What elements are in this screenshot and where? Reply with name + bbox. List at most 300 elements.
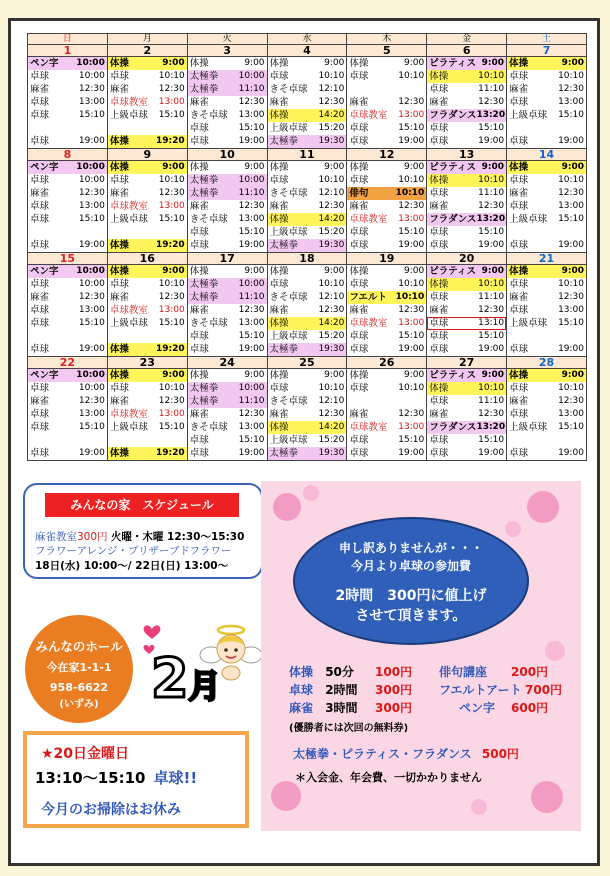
fee-footer: ＊入会金、年会費、一切かかりません (295, 771, 482, 784)
event-name: きそ卓球 (269, 396, 308, 407)
event-entry (188, 174, 267, 187)
event-time: 9:00 (162, 266, 185, 276)
event-entry (28, 343, 107, 356)
event-entry (427, 291, 506, 304)
event-time: 9:00 (162, 58, 185, 68)
event-name: 卓球 (30, 71, 50, 82)
event-time: 19:30 (318, 240, 345, 250)
event-name: 上級卓球 (269, 123, 308, 134)
day-cell (28, 253, 108, 357)
event-entry (188, 96, 267, 109)
day-cell (427, 357, 507, 461)
event-time: 10:10 (398, 383, 425, 393)
day-number: 27 (427, 357, 506, 369)
event-time: 19:20 (156, 344, 185, 354)
event-name: 卓球教室 (349, 214, 388, 225)
event-time: 12:10 (318, 396, 345, 406)
monthly-calendar (27, 33, 587, 461)
event-time: 19:00 (478, 240, 505, 250)
day-cell (28, 149, 108, 253)
event-name: 卓球 (349, 331, 369, 342)
event-time: 9:00 (561, 266, 584, 276)
event-name: 体操 (349, 370, 369, 381)
event-name: ペン字 (30, 266, 59, 277)
event-name: 麻雀 (269, 97, 289, 108)
event-name: ピラティス (429, 370, 476, 381)
event-name: 麻雀 (269, 409, 289, 420)
event-entry (108, 161, 187, 174)
event-entry (188, 343, 267, 356)
day-cell (267, 45, 347, 149)
event-name: 体操 (189, 266, 209, 277)
notice-date: ★20日金曜日 (41, 746, 130, 762)
event-name: 体操 (429, 279, 449, 290)
event-entry (347, 57, 426, 70)
event-entry (268, 291, 347, 304)
event-time: 12:30 (318, 409, 345, 419)
month-label (151, 649, 221, 716)
event-entry (427, 109, 506, 122)
flower-decoration-icon (471, 799, 487, 815)
event-time: 19:30 (318, 136, 345, 146)
day-number: 18 (268, 253, 347, 265)
event-entry (108, 265, 187, 278)
event-entry (268, 161, 347, 174)
event-time: 10:10 (395, 292, 425, 302)
event-time: 12:30 (318, 305, 345, 315)
event-name: 麻雀 (349, 201, 369, 212)
event-name: 上級卓球 (109, 214, 148, 225)
event-entry (507, 135, 586, 148)
event-name: 体操 (109, 58, 129, 69)
event-entry (427, 213, 506, 226)
fee-price: 100円 (375, 665, 413, 679)
day-number: 25 (268, 357, 347, 369)
flower-class-label: フラワーアレンジ・プリザーブドフラワー (35, 545, 232, 557)
event-entry (28, 421, 107, 434)
flyer-sheet (8, 18, 600, 866)
event-time: 12:30 (558, 84, 584, 94)
event-entry (28, 317, 107, 330)
event-time: 9:00 (481, 58, 505, 68)
event-name: きそ卓球 (189, 110, 228, 121)
weekday-header: 月 (107, 34, 187, 45)
notice-message: 今月のお掃除はお休み (41, 802, 181, 818)
fee-row (289, 699, 549, 716)
event-entry (28, 369, 107, 382)
event-time: 13:00 (238, 422, 265, 432)
day-cell (267, 149, 347, 253)
event-time: 9:00 (324, 370, 345, 380)
event-time: 12:30 (158, 292, 185, 302)
event-time: 9:00 (561, 370, 584, 380)
event-name: 卓球 (349, 136, 369, 147)
event-entry (108, 83, 187, 96)
event-time: 12:30 (398, 97, 425, 107)
event-time: 12:30 (478, 201, 505, 211)
day-number: 7 (507, 45, 586, 57)
day-number: 26 (347, 357, 426, 369)
hall-address: 今在家1-1-1 (46, 661, 112, 674)
event-name: 卓球 (349, 227, 369, 238)
event-name: 麻雀 (189, 201, 209, 212)
day-cell (107, 45, 187, 149)
day-cell (187, 253, 267, 357)
event-time: 12:30 (478, 409, 505, 419)
event-name: 卓球教室 (349, 318, 388, 329)
event-time: 12:30 (158, 396, 185, 406)
event-name: 卓球 (429, 435, 449, 446)
event-entry (347, 317, 426, 330)
event-time: 9:00 (162, 370, 185, 380)
event-time: 10:00 (76, 266, 105, 276)
day-cell (28, 45, 108, 149)
event-entry (268, 187, 347, 200)
event-time: 13:00 (78, 201, 105, 211)
event-entry (347, 382, 426, 395)
event-time: 11:10 (478, 188, 505, 198)
event-name: 卓球 (30, 279, 50, 290)
event-entry (28, 174, 107, 187)
event-entry (427, 200, 506, 213)
event-time: 13:10 (478, 318, 505, 328)
event-entry (108, 135, 187, 148)
event-name: 麻雀 (189, 305, 209, 316)
day-number: 16 (108, 253, 187, 265)
event-name: 麻雀 (349, 409, 369, 420)
event-name: 体操 (109, 370, 129, 381)
event-name: 体操 (109, 344, 129, 355)
event-entry (108, 57, 187, 70)
event-name: 卓球教室 (109, 409, 148, 420)
event-entry (108, 395, 187, 408)
event-name: 麻雀 (349, 97, 369, 108)
event-entry (28, 83, 107, 96)
event-time: 19:00 (558, 448, 584, 458)
event-name: 卓球 (429, 318, 449, 329)
event-time: 15:20 (318, 227, 345, 237)
event-entry (188, 187, 267, 200)
event-time: 10:00 (238, 383, 265, 393)
fee-price: 300円 (375, 683, 413, 697)
event-entry (427, 395, 506, 408)
event-entry (507, 161, 586, 174)
fee-activity: 俳句講座 (439, 665, 488, 679)
event-name: 体操 (509, 162, 529, 173)
event-time: 15:10 (78, 318, 105, 328)
event-name: 卓球 (509, 136, 529, 147)
event-name: 麻雀 (109, 84, 129, 95)
event-name: 卓球 (509, 97, 529, 108)
event-entry (108, 408, 187, 421)
event-entry (427, 83, 506, 96)
day-number: 20 (427, 253, 506, 265)
event-entry (108, 200, 187, 213)
event-entry (188, 291, 267, 304)
event-name: 卓球 (30, 409, 50, 420)
event-time: 15:10 (478, 123, 505, 133)
event-time: 10:10 (398, 175, 425, 185)
event-time: 10:10 (318, 279, 345, 289)
event-name: 太極拳 (269, 344, 299, 355)
weekday-header: 金 (427, 34, 507, 45)
event-entry (108, 278, 187, 291)
event-entry (28, 96, 107, 109)
event-time: 10:00 (238, 175, 265, 185)
event-entry (268, 70, 347, 83)
event-entry (268, 408, 347, 421)
event-name: 太極拳 (189, 383, 219, 394)
event-entry (507, 187, 586, 200)
event-entry (507, 200, 586, 213)
event-entry (507, 83, 586, 96)
event-time: 10:10 (158, 175, 185, 185)
event-name: 体操 (109, 240, 129, 251)
event-name: 卓球 (30, 201, 50, 212)
event-name: 卓球 (30, 110, 50, 121)
event-entry (108, 291, 187, 304)
event-time: 10:10 (558, 279, 584, 289)
event-entry (427, 434, 506, 447)
event-name: 卓球 (429, 396, 449, 407)
fee-note: (優勝者には次回の無料券) (289, 723, 409, 734)
event-name: 卓球 (189, 227, 209, 238)
event-entry (28, 265, 107, 278)
event-name: フラダンス (429, 214, 477, 225)
event-name: 体操 (269, 110, 289, 121)
day-number: 13 (427, 149, 506, 161)
day-cell (187, 357, 267, 461)
event-entry (108, 317, 187, 330)
weekday-header-row (28, 34, 587, 45)
day-number: 1 (28, 45, 107, 57)
event-entry (507, 317, 586, 330)
event-entry (28, 395, 107, 408)
hall-phone: 958-6622 (49, 681, 109, 694)
event-time: 9:00 (162, 162, 185, 172)
event-name: 体操 (109, 136, 129, 147)
event-entry (108, 304, 187, 317)
hall-name: みんなのホール (35, 639, 123, 654)
event-time: 15:10 (558, 318, 584, 328)
event-time: 9:00 (404, 58, 425, 68)
event-name: 俳句 (349, 188, 369, 199)
event-time: 15:10 (398, 331, 425, 341)
flower-class-dates: 18日(水) 10:00～/ 22日(日) 13:00～ (35, 560, 229, 572)
event-entry (507, 408, 586, 421)
special-fee-price: 500円 (481, 747, 519, 761)
day-cell (427, 253, 507, 357)
event-entry (188, 421, 267, 434)
event-entry (347, 226, 426, 239)
event-entry (427, 317, 506, 330)
day-cell (507, 357, 587, 461)
schedule-title: みんなの家 スケジュール (45, 493, 239, 517)
event-entry (347, 96, 426, 109)
event-time: 12:10 (318, 188, 345, 198)
weekday-header: 木 (347, 34, 427, 45)
event-name: 卓球 (349, 279, 369, 290)
flower-decoration-icon (303, 485, 319, 501)
event-time: 19:00 (78, 136, 105, 146)
event-time: 15:10 (78, 214, 105, 224)
event-entry (188, 395, 267, 408)
event-time: 13:00 (238, 318, 265, 328)
cleaning-notice-box (23, 731, 249, 828)
event-name: 麻雀 (189, 409, 209, 420)
event-time: 11:10 (238, 188, 265, 198)
event-time: 19:00 (398, 448, 425, 458)
event-name: 体操 (269, 422, 289, 433)
notice-time: 13:10～15:10 (35, 769, 146, 787)
event-name: 麻雀 (109, 292, 129, 303)
day-number: 19 (347, 253, 426, 265)
event-entry (347, 174, 426, 187)
event-time: 15:10 (558, 422, 584, 432)
event-time: 10:10 (398, 279, 425, 289)
event-time: 11:10 (478, 396, 505, 406)
event-name: 卓球 (30, 422, 50, 433)
event-entry (347, 291, 426, 304)
event-entry (427, 161, 506, 174)
event-time: 10:00 (76, 162, 105, 172)
event-name: 卓球 (30, 214, 50, 225)
event-name: 太極拳 (189, 279, 219, 290)
day-cell (267, 253, 347, 357)
week-row (28, 45, 587, 149)
week-row (28, 357, 587, 461)
event-entry (427, 187, 506, 200)
event-time: 9:00 (481, 162, 505, 172)
fee-row (289, 663, 549, 680)
event-name: 太極拳 (269, 136, 299, 147)
day-cell (187, 45, 267, 149)
event-name: 麻雀 (349, 305, 369, 316)
event-entry (268, 304, 347, 317)
event-time: 19:00 (238, 240, 265, 250)
event-time: 9:00 (324, 162, 345, 172)
event-entry (28, 304, 107, 317)
day-cell (347, 253, 427, 357)
event-name: 卓球 (189, 240, 209, 251)
event-name: 体操 (109, 162, 129, 173)
event-name: 体操 (269, 318, 289, 329)
event-entry (28, 291, 107, 304)
event-time: 19:00 (398, 344, 425, 354)
event-time: 13:00 (78, 305, 105, 315)
event-name: 卓球 (509, 201, 529, 212)
event-time: 12:30 (398, 201, 425, 211)
day-cell (28, 357, 108, 461)
event-name: 体操 (189, 370, 209, 381)
event-name: きそ卓球 (269, 188, 308, 199)
event-time: 12:10 (318, 84, 345, 94)
event-name: 卓球 (30, 175, 50, 186)
notice-time-line (35, 767, 197, 788)
event-name: 麻雀 (30, 188, 50, 199)
event-name: 卓球 (189, 123, 209, 134)
event-name: 体操 (269, 58, 289, 69)
event-entry (28, 161, 107, 174)
weekday-header: 日 (28, 34, 108, 45)
event-time: 10:00 (78, 71, 105, 81)
event-name: 卓球 (509, 305, 529, 316)
day-number: 15 (28, 253, 107, 265)
announcement-line-2: 今月より卓球の参加費 (350, 559, 471, 573)
month-number: 2 (151, 647, 189, 710)
event-time: 13:00 (558, 97, 584, 107)
event-entry (507, 304, 586, 317)
event-entry (28, 135, 107, 148)
fee-activity: 麻雀 (289, 701, 314, 715)
event-time: 19:00 (238, 448, 265, 458)
event-time: 19:20 (156, 240, 185, 250)
event-name: 上級卓球 (269, 435, 308, 446)
event-name: 卓球 (109, 71, 129, 82)
day-cell (507, 149, 587, 253)
event-time: 12:30 (238, 305, 265, 315)
event-name: 卓球 (429, 331, 449, 342)
event-time: 19:00 (78, 448, 105, 458)
day-cell (107, 149, 187, 253)
event-name: 太極拳 (189, 84, 219, 95)
event-name: フエルト (349, 292, 387, 303)
event-name: 卓球 (109, 175, 129, 186)
event-name: 麻雀 (509, 292, 529, 303)
event-entry (188, 83, 267, 96)
day-cell (347, 149, 427, 253)
event-time: 12:30 (478, 97, 505, 107)
event-time: 13:00 (398, 110, 425, 120)
day-number: 2 (108, 45, 187, 57)
day-number: 4 (268, 45, 347, 57)
event-time: 15:10 (238, 123, 265, 133)
day-number: 23 (108, 357, 187, 369)
event-name: ペン字 (30, 162, 59, 173)
event-name: 卓球 (509, 409, 529, 420)
event-time: 13:00 (158, 97, 185, 107)
event-entry (347, 161, 426, 174)
event-entry (347, 330, 426, 343)
event-name: 体操 (189, 162, 209, 173)
event-name: 卓球 (109, 279, 129, 290)
event-name: 卓球 (269, 279, 289, 290)
event-entry (188, 213, 267, 226)
event-entry (28, 70, 107, 83)
event-entry (347, 421, 426, 434)
event-entry (108, 109, 187, 122)
event-entry (347, 200, 426, 213)
event-time: 9:00 (324, 266, 345, 276)
event-entry (268, 135, 347, 148)
event-time: 11:10 (478, 292, 505, 302)
event-name: 卓球 (109, 383, 129, 394)
event-name: 体操 (189, 58, 209, 69)
event-entry (268, 109, 347, 122)
event-time: 10:00 (76, 370, 105, 380)
event-time: 15:20 (318, 435, 345, 445)
event-name: 麻雀 (269, 305, 289, 316)
event-name: 体操 (109, 266, 129, 277)
event-entry (427, 369, 506, 382)
event-time: 19:00 (478, 136, 505, 146)
event-name: 太極拳 (269, 448, 299, 459)
event-time: 15:10 (158, 110, 185, 120)
event-entry (427, 408, 506, 421)
event-name: 上級卓球 (109, 110, 148, 121)
event-name: 体操 (109, 448, 129, 459)
event-entry (268, 96, 347, 109)
